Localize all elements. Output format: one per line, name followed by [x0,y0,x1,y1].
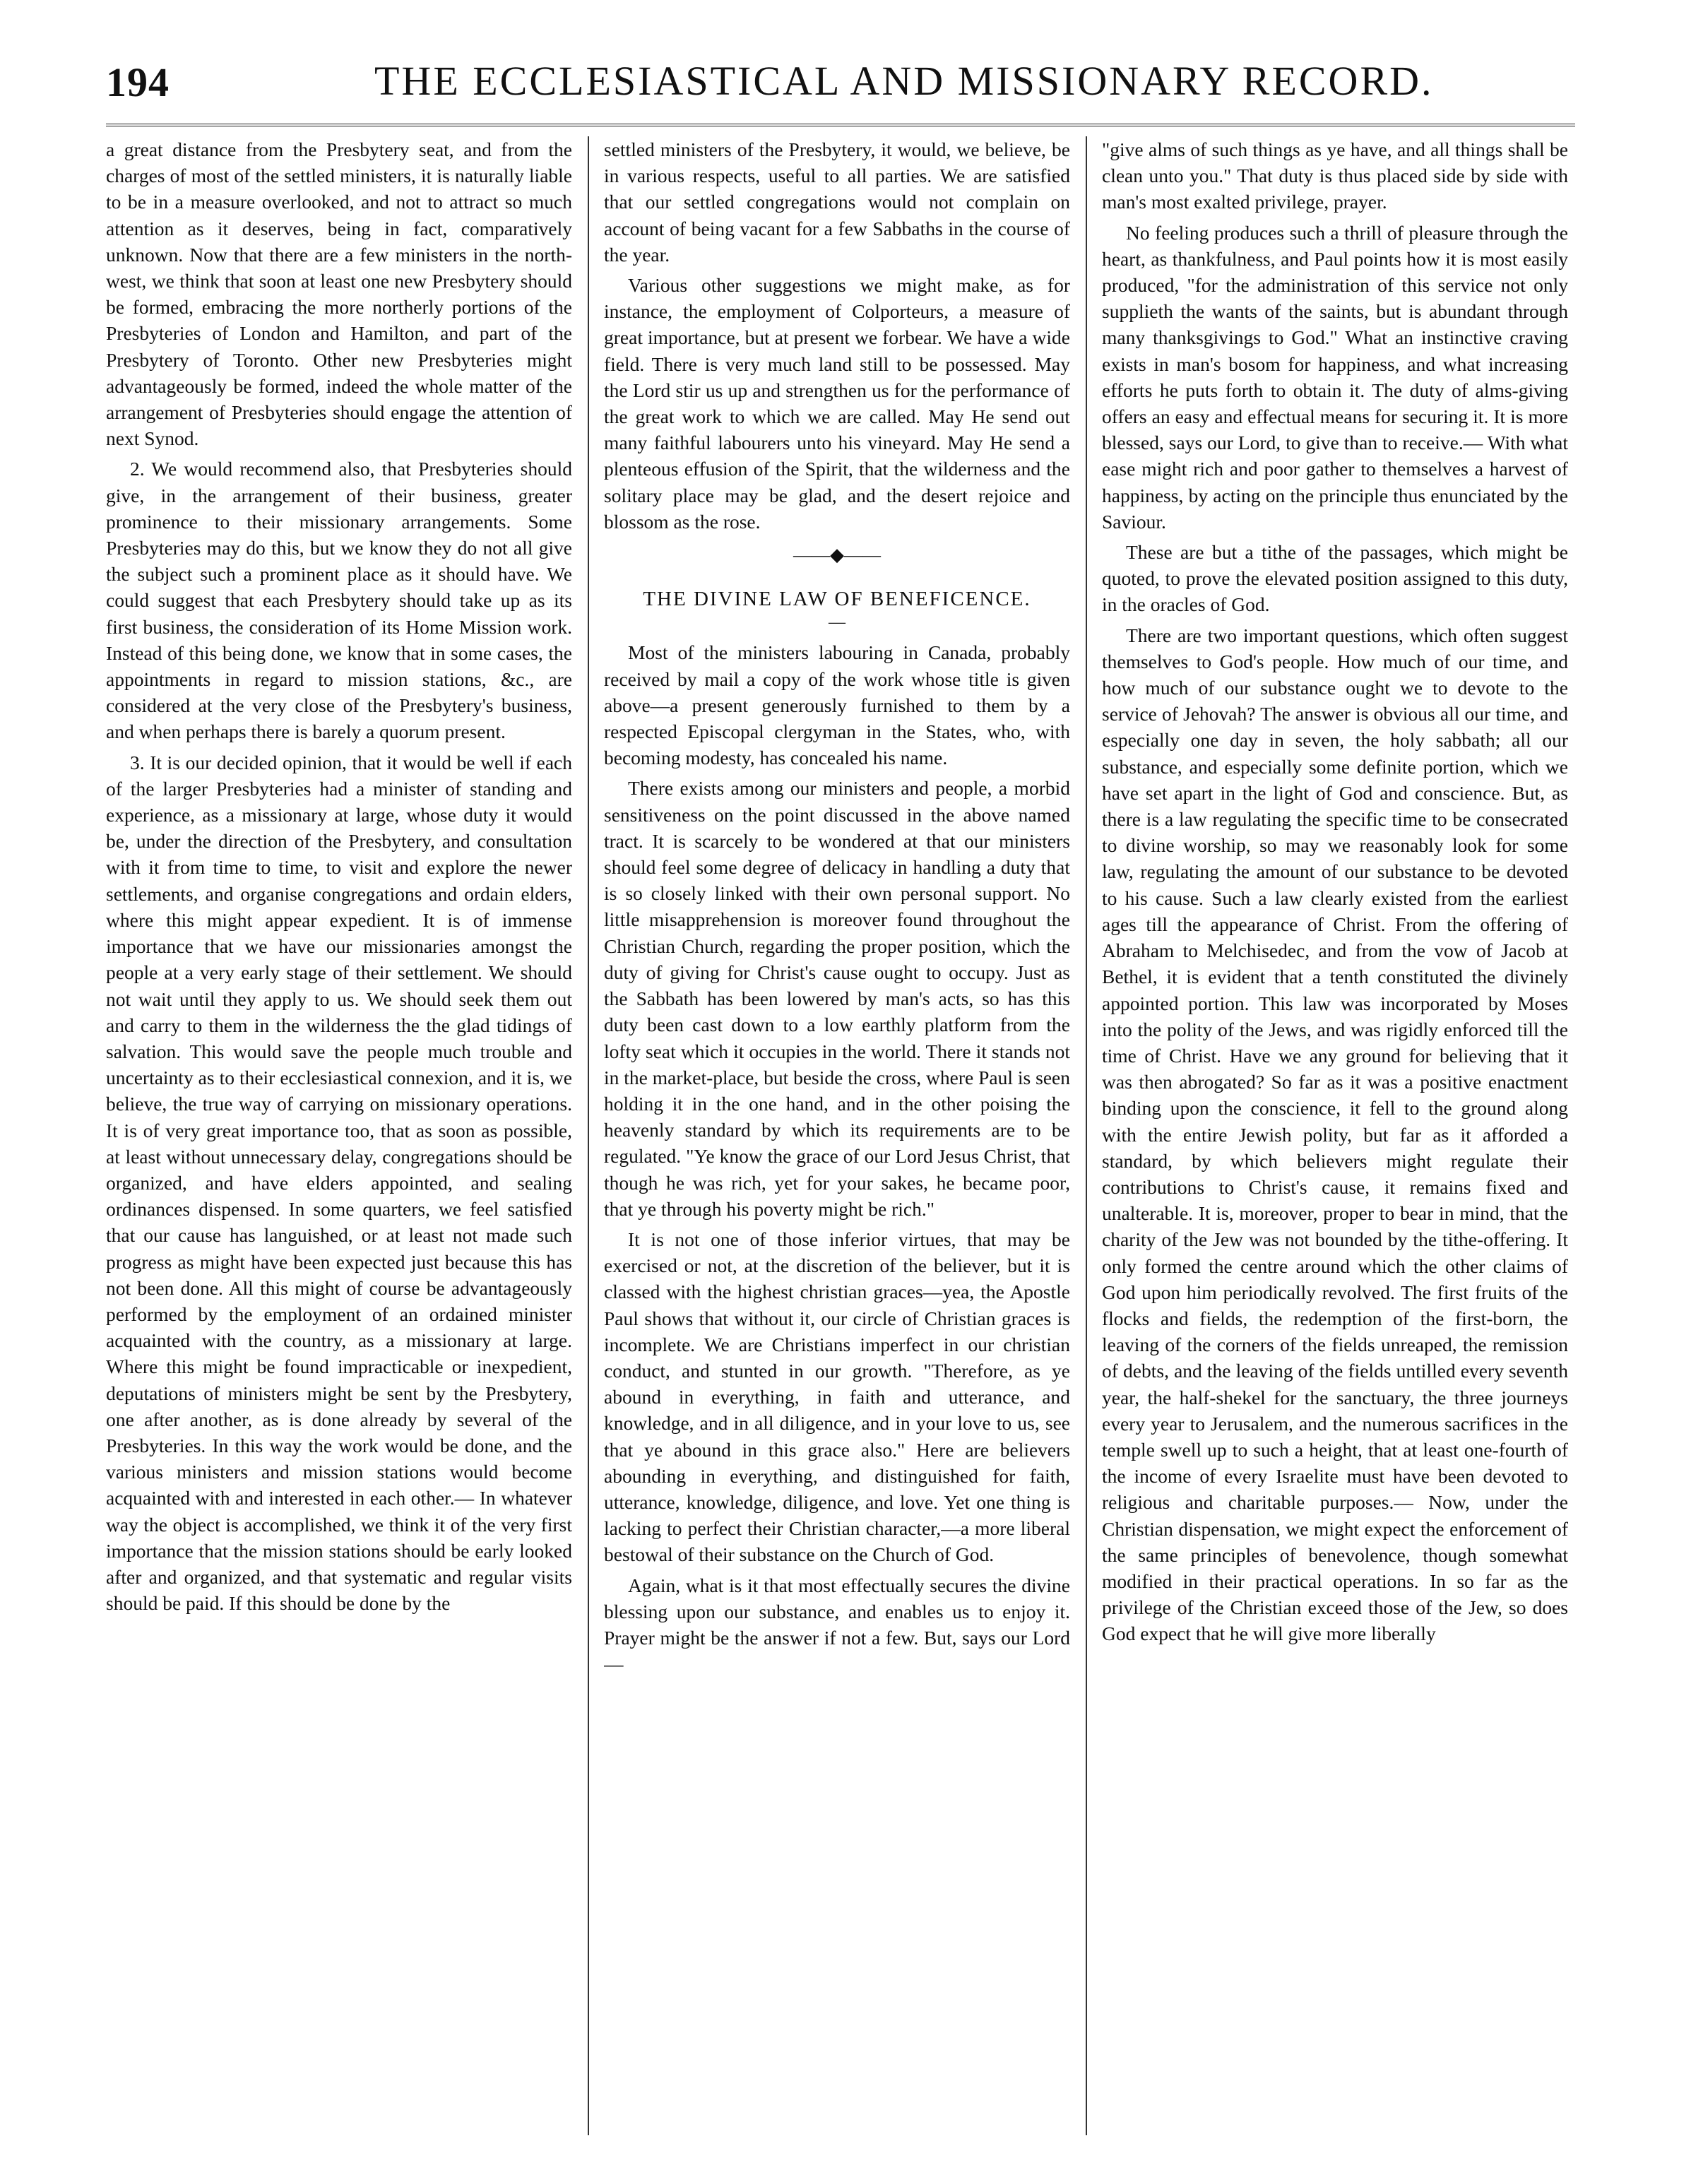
page-number: 194 [106,59,170,105]
section-ornament: ——◆—— [793,545,881,566]
paragraph: Various other suggestions we might make, as for instance, the employment of Colporteurs, a measure of great importance, but at present we forbear. We have a wide field. There is very much land still to be possessed. May the Lord stir us up and strengthen us for the performance of the great work to which we are called. May He send out many faithful labourers unto his vineyard. May He send a plenteous effusion of the Spirit, that the wilderness and the solitary place may be glad, and the desert rejoice and blossom as the rose. [604,274,1070,533]
text-columns [106,136,1575,2135]
journal-title: THE ECCLESIASTICAL AND MISSIONARY RECORD. [374,58,1434,104]
paragraph: a great distance from the Presbytery seat, and from the charges of most of the settled ministers, it is naturally liable to be in a measure overlooked, and not to attract so much attention as it deserves, being in fact, comparatively unknown. Now that there are a few ministers in the north-west, we think that soon at least one new Presbytery should be formed, embracing the more northerly portions of the Presbyteries of London and Hamilton, and part of the Presbytery of Toronto. Other new Presbyteries might advantageously be formed, indeed the whole matter of the arrangement of Presbyteries should engage the attention of next Synod. [106,138,572,450]
paragraph: There are two important questions, which often suggest themselves to God's people. How much of our time, and how much of our substance ought we to devote to the service of Jehovah? The answer is obvious all our time, and especially one day in seven, the holy sabbath; all our substance, and especially some definite portion, which we have set apart in the light of God and conscience. But, as there is a law regulating the specific time to be consecrated to divine worship, so may we reasonably look for some law, regulating the amount of our substance to be devoted to his cause. Such a law clearly existed from the earliest ages till the appearance of Christ. From the offering of Abraham to Melchisedec, and from the vow of Jacob at Bethel, it is evident that a tenth constituted the divinely appointed portion. This law was incorporated by Moses into the polity of the Jews, and was rigidly enforced till the time of Christ. Have we any ground for believing that it was then abrogated? So far as it was a positive enactment binding upon the conscience, it fell to the ground along with the entire Jewish polity, but far as it afforded a standard, by which believers might regulate their contributions to Christ's cause, it remains fixed and unalterable. It is, moreover, proper to bear in mind, that the charity of the Jew was not bounded by the tithe-offering. It only formed the centre around which the other claims of God upon him periodically revolved. The first fruits of the flocks and fields, the redemption of the first-born, the leaving of the corners of the fields unreaped, the remission of debts, and the leaving of the fields untilled every seventh year, the half-shekel for the sanctuary, the three journeys every year to Jerusalem, and the numerous sacrifices in the temple swell up to such a height, that at least one-fourth of the income of every Israelite must have been devoted to religious and charitable purposes.— Now, under the Christian dispensation, we might expect the enforcement of the same principles of benevolence, though somewhat modified in their practical operations. In so far as the privilege of the Christian exceed those of the Jew, so does God expect that he will give more liberally [1102,624,1568,1645]
paragraph: It is not one of those inferior virtues, that may be exercised or not, at the discretion of the believer, but it is classed with the highest christian graces—yea, the Apostle Paul shows that without it, our circle of Christian graces is incomplete. We are Christians imperfect in our christian conduct, and stunted in our growth. "Therefore, as ye abound in everything, in faith and utterance, and knowledge, and in all diligence, and in your love to us, see that ye abound in this grace also." Here are believers abounding in everything, and distinguished for faith, utterance, knowledge, diligence, and love. Yet one thing is lacking to perfect their Christian character,—a more liberal bestowal of their substance on the Church of God. [604,1228,1070,1566]
paragraph: Most of the ministers labouring in Canada, probably received by mail a copy of the work whose title is given above—a present generously furnished to them by a respected Episcopal clergyman in the States, who, with becoming modesty, has concealed his name. [604,641,1070,769]
paragraph: 2. We would recommend also, that Presbyteries should give, in the arrangement of their business, greater prominence to their missionary arrangements. Some Presbyteries may do this, but we know they do not all give the subject such a prominent place as it should have. We could suggest that each Presbytery should take up as its first business, the consideration of its Home Mission work. Instead of this being done, we know that in some cases, the appointments in regard to mission stations, &c., are considered at the very close of the Presbytery's business, and when perhaps there is barely a quorum present. [106,458,572,743]
page [106,53,1575,2144]
page-header [106,53,1575,117]
paragraph: No feeling produces such a thrill of pleasure through the heart, as thankfulness, and Paul points how it is most easily produced, "for the administration of this service not only supplieth the wants of the saints, but is abundant through many thanksgivings to God." What an instinctive craving exists in man's bosom for happiness, and what increasing efforts he puts forth to obtain it. The duty of alms-giving offers an easy and effectual means for securing it. It is more blessed, says our Lord, to give than to receive.— With what ease might rich and poor gather to themselves a harvest of happiness, by acting on the principle thus enunciated by the Saviour. [1102,221,1568,533]
paragraph: These are but a tithe of the passages, which might be quoted, to prove the elevated position assigned to this duty, in the oracles of God. [1102,541,1568,616]
section-title: THE DIVINE LAW OF BENEFICENCE. [643,588,1031,611]
paragraph: settled ministers of the Presbytery, it would, we believe, be in various respects, useful to all parties. We are satisfied that our settled congregations would not complain on account of being vacant for a few Sabbaths in the course of the year. [604,138,1070,266]
paragraph: Again, what is it that most effectually secures the divine blessing upon our substance, and enables us to enjoy it. Prayer might be the answer if not a few. But, says our Lord— [604,1574,1070,1675]
section-dash: — [829,613,846,632]
column-1 [106,136,572,2135]
column-divider [1086,136,1087,2135]
paragraph: There exists among our ministers and people, a morbid sensitiveness on the point discussed in the above named tract. It is scarcely to be wondered at that our ministers should feel some degree of delicacy in handling a duty that is so closely linked with their own personal support. No little misapprehension is moreover found throughout the Christian Church, regarding the proper position, which the duty of giving for Christ's cause ought to occupy. Just as the Sabbath has been lowered by man's acts, so has this duty been cast down to a low earthly platform from the lofty seat which it occupies in the world. There it stands not in the market-place, but beside the cross, where Paul is seen holding it in the one hand, and in the other poising the heavenly standard by which its requirements are to be regulated. "Ye know the grace of our Lord Jesus Christ, that though he was rich, yet for your sakes, he became poor, that ye through his poverty might be rich." [604,777,1070,1220]
header-rule [106,124,1575,129]
paragraph: 3. It is our decided opinion, that it would be well if each of the larger Presbyteries had a minister of standing and experience, as a missionary at large, whose duty it would be, under the direction of the Presbytery, and consultation with it from time to time, to visit and explore the newer settlements, and organise congregations and ordain elders, where this might appear expedient. It is of immense importance that we have our missionaries amongst the people at a very early stage of their settlement. We should not wait until they apply to us. We should seek them out and carry to them in the wilderness the the glad tidings of salvation. This would save the people much trouble and uncertainty as to their ecclesiastical connexion, and it is, we believe, the true way of carrying on missionary operations. It is of very great importance too, that as soon as possible, at least without unnecessary delay, congregations should be organized, and have elders appointed, and sealing ordinances dispensed. In some quarters, we feel satisfied that our cause has languished, or at least not made such progress as might have been expected just because this has not been done. All this might of course be advantageously performed by the employment of an ordained minister acquainted with the country, as a missionary at large. Where this might be found impracticable or inexpedient, deputations of ministers might be sent by the Presbytery, one after another, as is done already by several of the Presbyteries. In this way the work would be done, and the various ministers and mission stations would become acquainted with and interested in each other.— In whatever way the object is accomplished, we think it of the very first importance that the mission stations should be early looked after and organized, and that systematic and regular visits should be paid. If this should be done by the [106,751,572,1615]
column-2 [604,136,1070,2135]
paragraph: "give alms of such things as ye have, and all things shall be clean unto you." That duty is thus placed side by side with man's most exalted privilege, prayer. [1102,138,1568,213]
column-divider [588,136,589,2135]
column-3 [1102,136,1568,2135]
